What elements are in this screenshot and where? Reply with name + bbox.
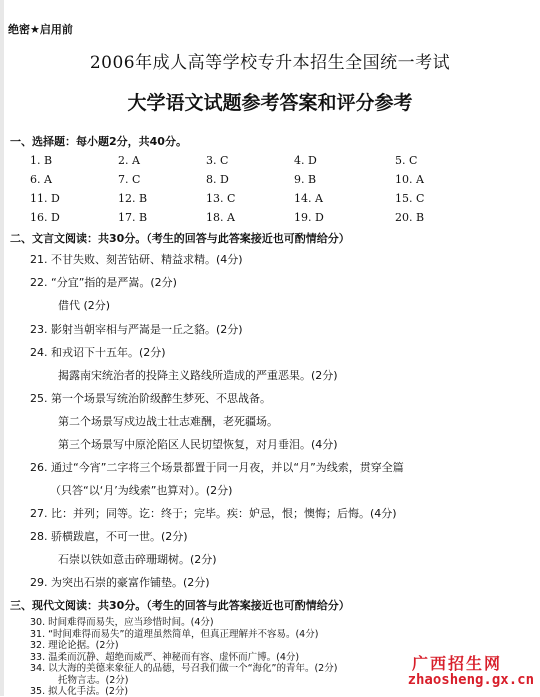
watermark-site-name: 广西招生网 — [411, 654, 502, 673]
mcq-answer: 14. A — [294, 192, 323, 205]
mcq-answer: 3. C — [206, 154, 229, 167]
answer-line: 借代 (2分) — [58, 299, 111, 312]
answer-line: 26. 通过“今宵”二字将三个场景都置于同一月夜，并以“月”为线索，贯穿全篇 — [30, 461, 404, 474]
mcq-answer: 16. D — [30, 211, 60, 224]
mcq-answer: 11. D — [30, 192, 60, 205]
answer-line: 32. 理论论据。(2分) — [30, 640, 119, 651]
answer-line: 30. 时间难得而易失，应当珍惜时间。(4分) — [30, 617, 214, 628]
answer-line: 托物言志。(2分) — [58, 674, 129, 686]
answer-line: 22. “分宜”指的是严嵩。(2分) — [30, 276, 177, 289]
answer-line: 35. 拟人化手法。(2分) — [30, 686, 129, 697]
mcq-answer: 19. D — [294, 211, 324, 224]
answer-line: 34. 以大海的美德来象征人的品德，号召我们做一个“海化”的青年。(2分) — [30, 663, 338, 674]
mcq-answer: 12. B — [118, 192, 148, 205]
answer-line: 33. 温柔而沉静、超绝而威严、神秘而有容、虚怀而广博。(4分) — [30, 651, 300, 663]
document-title: 大学语文试题参考答案和评分参考 — [127, 92, 413, 114]
answer-line: （只答“以‘月’为线索”也算对）。(2分) — [50, 484, 233, 497]
answer-line: 第二个场景写戍边战士壮志难酬，老死疆场。 — [58, 415, 278, 428]
mcq-answer: 8. D — [206, 173, 229, 186]
answer-line: 27. 比：并列；同等。讫：终于；完毕。疾：妒忌，恨；懊悔；后悔。(4分) — [30, 507, 397, 520]
mcq-answer: 17. B — [118, 211, 148, 224]
answer-line: 石崇以铁如意击碎珊瑚树。(2分) — [58, 553, 217, 566]
mcq-answer: 20. B — [395, 211, 425, 224]
watermark-url: zhaosheng.gx.cn — [407, 672, 534, 688]
answer-line: 28. 骄横跋扈，不可一世。(2分) — [30, 530, 188, 543]
answer-line: 25. 第一个场景写统治阶级醉生梦死、不思战备。 — [30, 392, 271, 405]
mcq-answer: 4. D — [294, 154, 317, 167]
mcq-answer: 2. A — [118, 154, 140, 167]
answer-line: 24. 和戎诏下十五年。(2分) — [30, 346, 166, 359]
section1-heading: 一、选择题：每小题2分，共40分。 — [10, 135, 187, 148]
confidential-mark: 绝密★启用前 — [8, 23, 73, 36]
mcq-answer: 9. B — [294, 173, 317, 186]
answer-line: 揭露南宋统治者的投降主义路线所造成的严重恶果。(2分) — [58, 369, 338, 382]
answer-line: 29. 为突出石崇的豪富作铺垫。(2分) — [30, 576, 210, 589]
mcq-answer: 6. A — [30, 173, 52, 186]
answer-line: 31. “时间难得而易失”的道理虽然简单，但真正理解并不容易。(4分) — [30, 628, 319, 640]
mcq-answer: 1. B — [30, 154, 53, 167]
mcq-answer: 10. A — [395, 173, 424, 186]
mcq-answer: 7. C — [118, 173, 141, 186]
section2-heading: 二、文言文阅读：共30分。（考生的回答与此答案接近也可酌情给分） — [10, 232, 350, 245]
answer-line: 21. 不甘失败、刻苦钻研、精益求精。(4分) — [30, 253, 243, 266]
answer-line: 23. 影射当朝宰相与严嵩是一丘之貉。(2分) — [30, 323, 243, 336]
mcq-answer: 18. A — [206, 211, 235, 224]
answer-line: 第三个场景写中原沦陷区人民切望恢复，对月垂泪。(4分) — [58, 438, 338, 451]
section3-heading: 三、现代文阅读：共30分。（考生的回答与此答案接近也可酌情给分） — [10, 599, 350, 612]
mcq-answer: 15. C — [395, 192, 425, 205]
exam-title: 2006年成人高等学校专升本招生全国统一考试 — [89, 53, 451, 73]
mcq-answer: 5. C — [395, 154, 418, 167]
mcq-answer: 13. C — [206, 192, 236, 205]
